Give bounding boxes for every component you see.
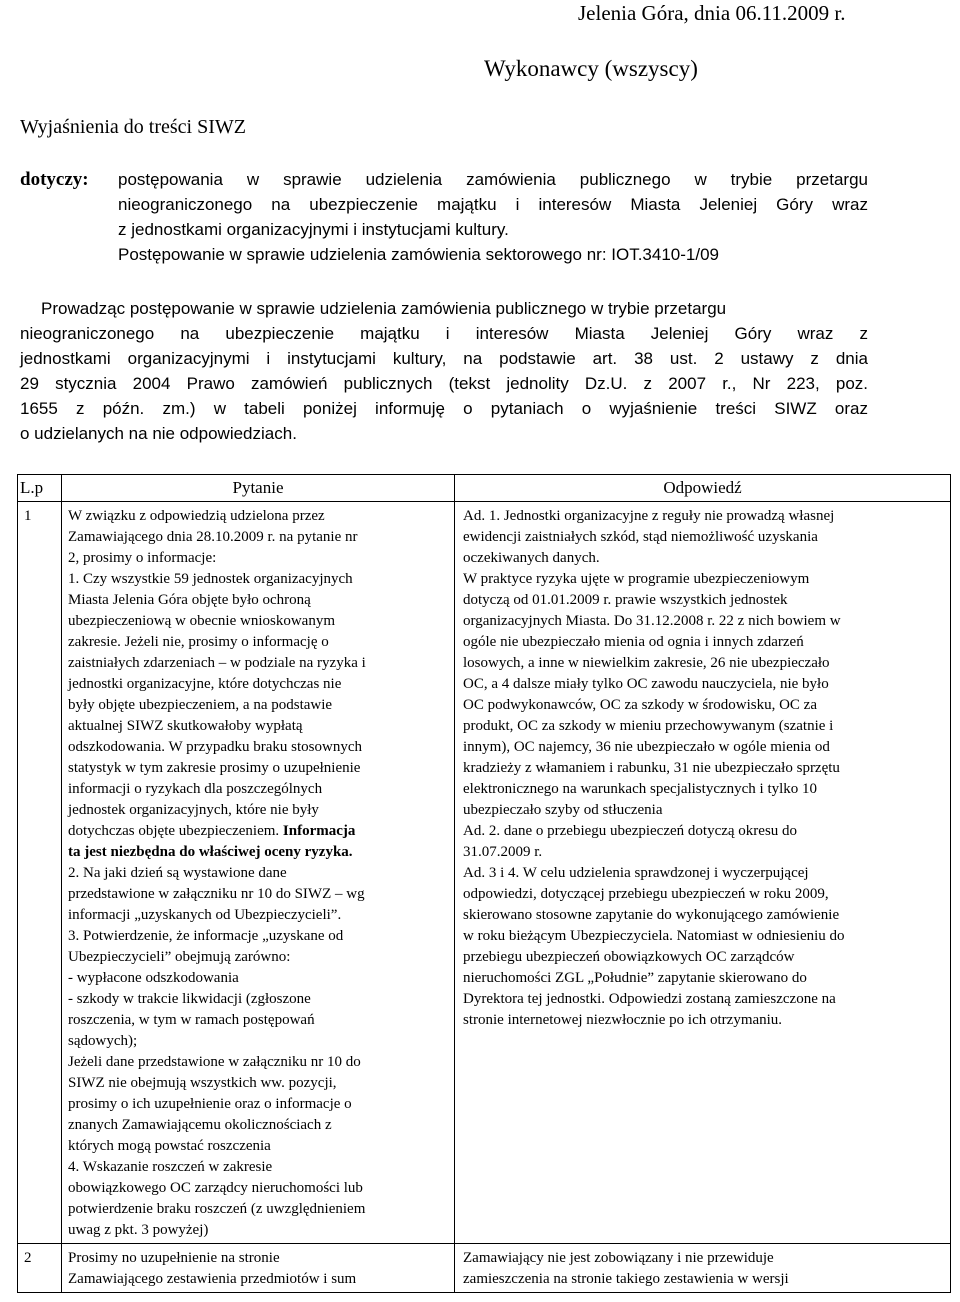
answer-line: kradzieży z włamaniem i rabunku, 31 nie ubezpieczało sprzętu bbox=[463, 760, 840, 776]
question-line: prosimy o ich uzupełnienie oraz o informacje o bbox=[68, 1096, 352, 1112]
row-number: 1 bbox=[18, 502, 62, 1244]
intro-line: 1655 z późn. zm.) w tabeli poniżej informuję o pytaniach o wyjaśnienie treści SIWZ oraz bbox=[20, 399, 868, 418]
document-title: Wyjaśnienia do treści SIWZ bbox=[20, 116, 246, 138]
subject-text bbox=[118, 167, 868, 267]
question-line: 4. Wskazanie roszczeń w zakresie bbox=[68, 1159, 273, 1175]
answer-line: ewidencji zaistniałych szkód, stąd niemożliwość uzyskania bbox=[463, 529, 818, 545]
question-line: ubezpieczeniową w obecnie wnioskowanym bbox=[68, 613, 335, 629]
intro-line: jednostkami organizacyjnymi i instytucjami kultury, na podstawie art. 38 ust. 2 ustawy z dnia bbox=[20, 349, 868, 368]
question-line: odszkodowania. W przypadku braku stosownych bbox=[68, 739, 362, 755]
answer-line: OC, a 4 dalsze miały tylko OC zawodu nauczyciela, nie było bbox=[463, 676, 829, 692]
intro-paragraph bbox=[20, 296, 868, 446]
question-line: Miasta Jelenia Góra objęte było ochroną bbox=[68, 592, 311, 608]
answer-line: skierowano stosowne zapytanie do wykonującego zamówienie bbox=[463, 907, 840, 923]
question-line: obowiązkowego OC zarządcy nieruchomości lub bbox=[68, 1180, 363, 1196]
answer-line: dotyczą od 01.01.2009 r. prawie wszystkich jednostek bbox=[463, 592, 788, 608]
answer-line: ubezpieczało szyby od stłuczenia bbox=[463, 802, 663, 818]
question-line: - szkody w trakcie likwidacji (zgłoszone bbox=[68, 991, 311, 1007]
question-line: jednostek organizacyjnych, które nie były bbox=[68, 802, 319, 818]
header-question: Pytanie bbox=[62, 475, 455, 502]
answer-line: elektronicznego na warunkach specjalistycznych i tylko 10 bbox=[463, 781, 818, 797]
question-line: Prosimy no uzupełnienie na stronie bbox=[68, 1250, 280, 1266]
answer-line: nieruchomości ZGL „Południe” zapytanie skierowano do bbox=[463, 970, 807, 986]
table-header-row bbox=[18, 475, 951, 502]
intro-line: 29 stycznia 2004 Prawo zamówień publicznych (tekst jednolity Dz.U. z 2007 r., Nr 223, poz. bbox=[20, 374, 868, 393]
intro-line: nieograniczonego na ubezpieczenie majątku i interesów Miasta Jeleniej Góry wraz z bbox=[20, 324, 868, 343]
question-line: których mogą powstać roszczenia bbox=[68, 1138, 271, 1154]
question-line: 2, prosimy o informacje: bbox=[68, 550, 217, 566]
question-line: uwag z pkt. 3 powyżej) bbox=[68, 1222, 209, 1238]
question-cell bbox=[62, 502, 455, 1244]
answer-cell bbox=[455, 502, 951, 1244]
answer-cell bbox=[455, 1244, 951, 1293]
question-line: - wypłacone odszkodowania bbox=[68, 970, 239, 986]
question-line: były objęte ubezpieczeniem, a na podstawie bbox=[68, 697, 333, 713]
question-line: sądowych); bbox=[68, 1033, 138, 1049]
answer-line: Ad. 2. dane o przebiegu ubezpieczeń dotyczą okresu do bbox=[463, 823, 798, 839]
question-line: zaistniałych zdarzeniach – w podziale na ryzyka i bbox=[68, 655, 366, 671]
table-row bbox=[18, 1244, 951, 1293]
question-line: jednostki organizacyjne, które dotychczas nie bbox=[68, 676, 342, 692]
answer-line: stronie internetowej niezwłocznie po ich otrzymaniu. bbox=[463, 1012, 783, 1028]
subject-line: Postępowanie w sprawie udzielenia zamówienia sektorowego nr: IOT.3410-1/09 bbox=[118, 245, 720, 264]
answer-line: Ad. 3 i 4. W celu udzielenia sprawdzonej i wyczerpującej bbox=[463, 865, 809, 881]
question-line: 2. Na jaki dzień są wystawione dane bbox=[68, 865, 287, 881]
intro-line: Prowadząc postępowanie w sprawie udzielenia zamówienia publicznego w trybie przetargu bbox=[41, 299, 727, 318]
answer-line: w roku bieżącym Ubezpieczyciela. Natomiast w odniesieniu do bbox=[463, 928, 845, 944]
row-number: 2 bbox=[18, 1244, 62, 1293]
table-row bbox=[18, 502, 951, 1244]
question-line: informacji o ryzykach dla poszczególnych bbox=[68, 781, 323, 797]
question-cell bbox=[62, 1244, 455, 1293]
question-line: roszczenia, w tym w ramach postępowań bbox=[68, 1012, 315, 1028]
subject-line: postępowania w sprawie udzielenia zamówienia publicznego w trybie przetargu bbox=[118, 170, 868, 189]
answer-line: W praktyce ryzyka ujęte w programie ubezpieczeniowym bbox=[463, 571, 810, 587]
answer-line: oczekiwanych danych. bbox=[463, 550, 600, 566]
question-line: aktualnej SIWZ skutkowałoby wypłatą bbox=[68, 718, 303, 734]
answer-line: 31.07.2009 r. bbox=[463, 844, 543, 860]
question-line: przedstawione w załączniku nr 10 do SIWZ – wg bbox=[68, 886, 365, 902]
question-line: statystyk w tym zakresie prosimy o uzupełnienie bbox=[68, 760, 361, 776]
intro-line: o udzielanych na nie odpowiedziach. bbox=[20, 424, 297, 443]
answer-line: odpowiedzi, dotyczącej przebiegu ubezpieczeń w roku 2009, bbox=[463, 886, 829, 902]
question-line: znanych Zamawiającemu okolicznościach z bbox=[68, 1117, 332, 1133]
header-answer: Odpowiedź bbox=[455, 475, 951, 502]
question-line: SIWZ nie obejmują wszystkich ww. pozycji, bbox=[68, 1075, 337, 1091]
answer-line: przebiegu ubezpieczeń obowiązkowych OC zarządców bbox=[463, 949, 795, 965]
answer-line: Ad. 1. Jednostki organizacyjne z reguły nie prowadzą własnej bbox=[463, 508, 835, 524]
qa-table bbox=[17, 474, 951, 1293]
answer-line: Zamawiający nie jest zobowiązany i nie przewiduje bbox=[463, 1250, 774, 1266]
question-emphasis-line: ta jest niezbędna do właściwej oceny ryzyka. bbox=[68, 844, 353, 860]
question-line: Jeżeli dane przedstawione w załączniku nr 10 do bbox=[68, 1054, 361, 1070]
question-emphasis: Informacja bbox=[282, 823, 356, 839]
question-line: Zamawiającego dnia 28.10.2009 r. na pytanie nr bbox=[68, 529, 358, 545]
answer-line: ogóle nie ubezpieczało mienia od ognia i innych zdarzeń bbox=[463, 634, 804, 650]
answer-line: Dyrektora tej jednostki. Odpowiedzi zostaną zamieszczone na bbox=[463, 991, 836, 1007]
subject-line: z jednostkami organizacyjnymi i instytucjami kultury. bbox=[118, 220, 509, 239]
question-text: dotychczas objęte ubezpieczeniem. bbox=[68, 823, 280, 839]
question-line: zakresie. Jeżeli nie, prosimy o informację o bbox=[68, 634, 329, 650]
question-line: potwierdzenie braku roszczeń (z uwzględnieniem bbox=[68, 1201, 366, 1217]
answer-line: OC podwykonawców, OC za szkody w środowisku, OC za bbox=[463, 697, 817, 713]
question-line: W związku z odpowiedzią udzielona przez bbox=[68, 508, 325, 524]
subject-line: nieograniczonego na ubezpieczenie majątku i interesów Miasta Jeleniej Góry wraz bbox=[118, 195, 868, 214]
answer-line: zamieszczenia na stronie takiego zestawienia w wersji bbox=[463, 1271, 789, 1287]
question-line: 3. Potwierdzenie, że informacje „uzyskane od bbox=[68, 928, 344, 944]
question-line: informacji „uzyskanych od Ubezpieczycieli”. bbox=[68, 907, 342, 923]
header-lp: L.p bbox=[18, 475, 62, 502]
subject-label: dotyczy: bbox=[20, 169, 89, 190]
question-line: 1. Czy wszystkie 59 jednostek organizacyjnych bbox=[68, 571, 353, 587]
recipient: Wykonawcy (wszyscy) bbox=[484, 56, 698, 81]
question-line: Zamawiającego zestawienia przedmiotów i sum bbox=[68, 1271, 357, 1287]
question-line: Ubezpieczycieli” obejmują zarówno: bbox=[68, 949, 291, 965]
answer-line: organizacyjnych Miasta. Do 31.12.2008 r. 22 z nich bowiem w bbox=[463, 613, 841, 629]
document-date: Jelenia Góra, dnia 06.11.2009 r. bbox=[578, 1, 846, 25]
answer-line: innym), OC najemcy, 36 nie ubezpieczało w ogóle mienia od bbox=[463, 739, 830, 755]
question-line bbox=[68, 821, 450, 842]
answer-line: losowych, a inne w niewielkim zakresie, 26 nie ubezpieczało bbox=[463, 655, 830, 671]
answer-line: produkt, OC za szkody w mieniu przechowywanym (szatnie i bbox=[463, 718, 834, 734]
